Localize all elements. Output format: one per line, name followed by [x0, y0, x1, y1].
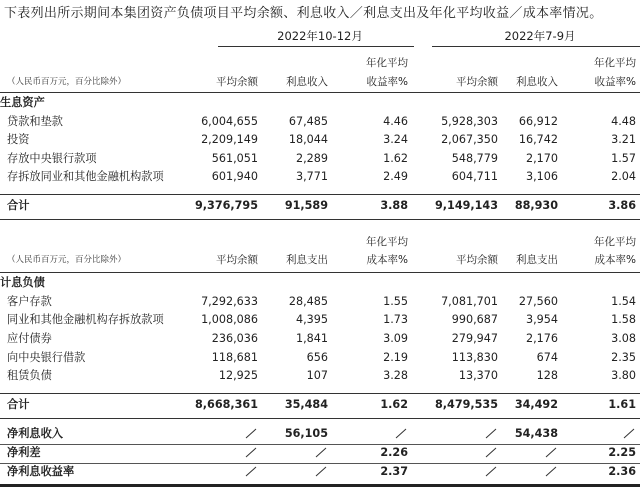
cell-q4-rate: 2.49: [383, 170, 408, 183]
row-label: 净利息收入: [7, 427, 63, 440]
unit-note: （人民币百万元，百分比除外）: [7, 255, 127, 265]
not-applicable-slash-icon: [314, 463, 328, 481]
cell-q4-rate: 1.55: [383, 295, 408, 308]
rate-header-label: 收益率%: [366, 76, 408, 88]
cell-q4-int: 1,841: [295, 332, 328, 345]
cell-q3-int: 2,176: [525, 332, 558, 345]
cell-q4-avg: 12,925: [218, 369, 258, 382]
total-bottom-rule: [0, 418, 640, 419]
header-bottom-rule: [0, 272, 640, 273]
cell-q3-rate: 4.48: [611, 115, 636, 128]
not-applicable-slash-icon: [484, 444, 498, 462]
cell-q3-int: 3,106: [525, 170, 558, 183]
summary-row: [0, 444, 640, 462]
summary-row: [0, 463, 640, 481]
period-underline-q3: [432, 46, 640, 47]
cell-q3-int: 88,930: [514, 199, 558, 212]
not-applicable-slash-icon: [244, 444, 258, 462]
cell-q4-int: 4,395: [295, 313, 328, 326]
cell-q4-avg: 1,008,086: [201, 313, 258, 326]
cell-q4-rate: 2.26: [380, 446, 408, 459]
cell-q3-int: 674: [536, 351, 558, 364]
rate-header-label: 年化平均: [594, 57, 636, 69]
cell-q3-int: 128: [536, 369, 558, 382]
total-top-rule: [0, 194, 640, 195]
period-header-q3: 2022年7-9月: [504, 29, 576, 43]
not-applicable-slash-icon: [484, 463, 498, 481]
cell-q4-rate: 1.62: [380, 398, 408, 411]
table-row: [0, 131, 640, 149]
cell-q3-rate: 2.35: [611, 351, 636, 364]
table-row: [0, 311, 640, 329]
not-applicable-slash-icon: [244, 463, 258, 481]
table-row: [0, 293, 640, 311]
header-bottom-rule: [0, 92, 640, 93]
cell-q3-rate: 3.80: [611, 369, 636, 382]
row-label: 投资: [7, 133, 30, 146]
not-applicable-slash-icon: [244, 425, 258, 443]
cell-q3-rate: 1.57: [611, 152, 636, 165]
total-row-assets: [0, 197, 640, 215]
interest-header: 利息收入: [516, 76, 558, 88]
row-label: 贷款和垫款: [7, 115, 63, 128]
total-top-rule: [0, 393, 640, 394]
cell-q3-avg: 113,830: [451, 351, 498, 364]
cell-q3-rate: 1.61: [608, 398, 636, 411]
cell-q3-avg: 604,711: [451, 170, 498, 183]
cell-q3-avg: 7,081,701: [441, 295, 498, 308]
row-label: 合计: [7, 398, 30, 411]
cell-q4-avg: 9,376,795: [195, 199, 258, 212]
rate-header-label: 收益率%: [594, 76, 636, 88]
cell-q4-avg: 118,681: [211, 351, 258, 364]
cell-q3-int: 54,438: [514, 427, 558, 440]
cell-q3-rate: 1.58: [611, 313, 636, 326]
cell-q3-int: 3,954: [525, 313, 558, 326]
rate-header-line1: [0, 54, 640, 72]
cell-q3-int: 27,560: [518, 295, 558, 308]
interest-header: 利息收入: [286, 76, 328, 88]
avg-balance-header: 平均余额: [456, 76, 498, 88]
not-applicable-slash-icon: [544, 463, 558, 481]
table-row: [0, 330, 640, 348]
rate-header-label: 年化平均: [366, 236, 408, 248]
cell-q4-avg: 8,668,361: [195, 398, 258, 411]
period-underline-q4: [218, 46, 414, 47]
avg-balance-header: 平均余额: [216, 76, 258, 88]
cell-q3-avg: 990,687: [451, 313, 498, 326]
avg-balance-header: 平均余额: [456, 254, 498, 266]
cell-q3-avg: 2,067,350: [441, 133, 498, 146]
not-applicable-slash-icon: [314, 444, 328, 462]
row-label: 存放中央银行款项: [7, 152, 97, 165]
cell-q4-int: 107: [306, 369, 328, 382]
cell-q3-avg: 5,928,303: [441, 115, 498, 128]
not-applicable-slash-icon: [394, 425, 408, 443]
cell-q4-avg: 2,209,149: [201, 133, 258, 146]
cell-q3-int: 66,912: [518, 115, 558, 128]
cell-q3-avg: 13,370: [458, 369, 498, 382]
section-title-liabilities: 计息负债: [0, 276, 45, 289]
row-label: 应付债券: [7, 332, 52, 345]
table-row: [0, 367, 640, 385]
cell-q3-rate: 2.36: [608, 465, 636, 478]
rate-header-label: 年化平均: [366, 57, 408, 69]
cell-q4-rate: 4.46: [383, 115, 408, 128]
not-applicable-slash-icon: [484, 425, 498, 443]
cell-q3-rate: 2.25: [608, 446, 636, 459]
summary-row: [0, 425, 640, 443]
column-header-row: [0, 251, 640, 269]
cell-q4-rate: 1.62: [383, 152, 408, 165]
interest-header: 利息支出: [286, 254, 328, 266]
row-label: 客户存款: [7, 295, 52, 308]
cell-q4-rate: 2.19: [383, 351, 408, 364]
section-title-assets: 生息资产: [0, 96, 45, 109]
cell-q4-rate: 3.28: [383, 369, 408, 382]
cell-q4-int: 91,589: [284, 199, 328, 212]
cell-q4-int: 28,485: [288, 295, 328, 308]
period-header-q4: 2022年10-12月: [277, 29, 363, 43]
table-bottom-rule: [0, 484, 640, 487]
cell-q3-rate: 3.08: [611, 332, 636, 345]
cell-q4-avg: 236,036: [211, 332, 258, 345]
interest-header: 利息支出: [516, 254, 558, 266]
cell-q3-avg: 548,779: [451, 152, 498, 165]
cell-q4-int: 35,484: [284, 398, 328, 411]
row-label: 存拆放同业和其他金融机构款项: [7, 170, 164, 183]
table-row: [0, 168, 640, 186]
cell-q3-rate: 3.21: [611, 133, 636, 146]
cell-q4-int: 18,044: [288, 133, 328, 146]
rate-header-label: 年化平均: [594, 236, 636, 248]
rate-header-line1: [0, 233, 640, 251]
cell-q4-rate: 1.73: [383, 313, 408, 326]
not-applicable-slash-icon: [544, 444, 558, 462]
row-label: 向中央银行借款: [7, 351, 86, 364]
cell-q4-rate: 3.24: [383, 133, 408, 146]
cell-q3-avg: 9,149,143: [435, 199, 498, 212]
cell-q3-rate: 1.54: [611, 295, 636, 308]
column-header-row: [0, 73, 640, 91]
cell-q4-avg: 601,940: [211, 170, 258, 183]
cell-q3-rate: 2.04: [611, 170, 636, 183]
cell-q4-avg: 7,292,633: [201, 295, 258, 308]
table-row: [0, 113, 640, 131]
unit-note: （人民币百万元，百分比除外）: [7, 77, 127, 87]
cell-q3-rate: 3.86: [608, 199, 636, 212]
rate-header-label: 成本率%: [366, 254, 408, 266]
cell-q3-int: 2,170: [525, 152, 558, 165]
cell-q4-rate: 3.09: [383, 332, 408, 345]
row-label: 同业和其他金融机构存拆放款项: [7, 313, 164, 326]
row-label: 净利息收益率: [7, 465, 75, 478]
cell-q4-int: 656: [306, 351, 328, 364]
cell-q4-int: 67,485: [288, 115, 328, 128]
cell-q4-rate: 3.88: [380, 199, 408, 212]
cell-q4-avg: 561,051: [211, 152, 258, 165]
cell-q4-avg: 6,004,655: [201, 115, 258, 128]
table-row: [0, 150, 640, 168]
row-label: 合计: [7, 199, 30, 212]
avg-balance-header: 平均余额: [216, 254, 258, 266]
row-label: 租赁负债: [7, 369, 52, 382]
cell-q3-int: 34,492: [514, 398, 558, 411]
cell-q4-int: 2,289: [295, 152, 328, 165]
cell-q3-avg: 8,479,535: [435, 398, 498, 411]
cell-q4-rate: 2.37: [380, 465, 408, 478]
cell-q3-int: 16,742: [518, 133, 558, 146]
row-label: 净利差: [7, 446, 41, 459]
cell-q4-int: 3,771: [295, 170, 328, 183]
total-row-liabilities: [0, 396, 640, 414]
table-row: [0, 349, 640, 367]
not-applicable-slash-icon: [622, 425, 636, 443]
total-bottom-rule: [0, 219, 640, 220]
cell-q4-int: 56,105: [284, 427, 328, 440]
rate-header-label: 成本率%: [594, 254, 636, 266]
intro-text: 下表列出所示期间本集团资产负债项目平均余额、利息收入／利息支出及年化平均收益／成本率情况。: [4, 6, 603, 21]
cell-q3-avg: 279,947: [451, 332, 498, 345]
